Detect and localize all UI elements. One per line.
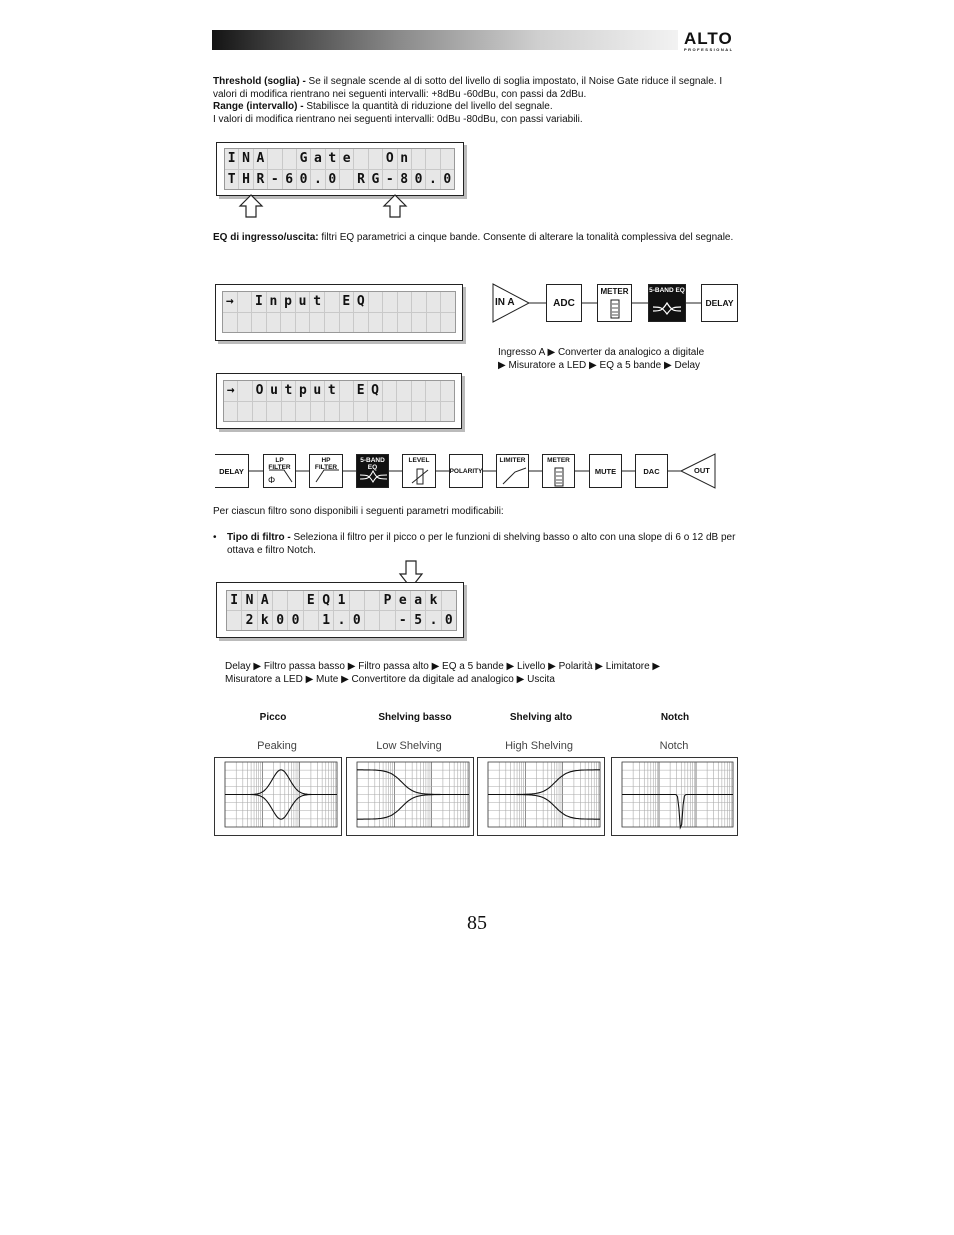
graph-subtitle-high-shelf: High Shelving — [505, 740, 573, 752]
lcd-char-cell: G — [297, 149, 310, 169]
lcd-char-cell — [288, 591, 302, 610]
lcd-char-cell: R — [254, 170, 267, 190]
lp-filter-label: LP FILTER — [268, 457, 291, 471]
range-arrow-icon — [384, 195, 406, 217]
meter-block — [597, 284, 632, 322]
hp-filter-block — [309, 454, 343, 488]
dac-label: DAC — [643, 466, 660, 476]
lcd-char-cell: u — [267, 381, 280, 401]
lcd-char-cell: P — [380, 591, 394, 610]
lcd-char-cell: 0 — [297, 170, 310, 190]
lcd-char-cell — [281, 313, 295, 333]
level-label: LEVEL — [408, 457, 430, 464]
low-shelving-response-graph — [346, 757, 474, 836]
lcd-char-cell: N — [239, 149, 252, 169]
five-band-eq-block — [648, 284, 686, 322]
filter-type-label: Tipo di filtro - — [227, 532, 291, 543]
input-chain-caption — [498, 347, 748, 372]
limiter-label: LIMITER — [499, 457, 526, 464]
lcd-char-cell — [273, 591, 287, 610]
lcd-char-cell — [296, 313, 310, 333]
lcd-char-cell: Q — [368, 381, 381, 401]
response-curve — [357, 770, 469, 795]
notch-response-graph — [611, 757, 738, 836]
eq-curve-icon — [652, 299, 682, 319]
eq-intro-text: filtri EQ parametrici a cinque bande. Consente di alterare la tonalità complessiva del segnale. — [318, 232, 734, 243]
lcd-char-cell: T — [225, 170, 238, 190]
lcd-char-cell: e — [396, 591, 410, 610]
lcd-char-cell — [296, 402, 309, 422]
threshold-paragraph — [213, 76, 743, 126]
lcd-char-cell: G — [369, 170, 382, 190]
graph-title-low-shelf: Shelving basso — [378, 712, 452, 723]
response-curve — [225, 770, 337, 795]
lcd-char-cell — [354, 149, 367, 169]
out-meter-block — [542, 454, 575, 488]
out-delay-block — [215, 454, 249, 488]
lcd-output-grid — [223, 380, 455, 422]
lcd-char-cell — [283, 149, 296, 169]
lcd-char-cell: 0 — [326, 170, 339, 190]
lcd-char-cell — [267, 313, 281, 333]
polarity-label: POLARITY — [449, 467, 483, 475]
dac-block — [635, 454, 668, 488]
lcd-char-cell: t — [282, 381, 295, 401]
lcd-char-cell: k — [426, 591, 440, 610]
lcd-char-cell — [397, 381, 410, 401]
graph-subtitle-peak: Peaking — [257, 740, 297, 752]
header-gradient-bar — [212, 30, 678, 50]
polarity-block — [449, 454, 483, 488]
lcd-char-cell — [369, 292, 383, 312]
threshold-label: Threshold (soglia) - — [213, 76, 306, 87]
phase-symbol-icon: Φ — [268, 475, 276, 485]
lcd-char-cell — [383, 292, 397, 312]
lcd-char-cell — [267, 402, 280, 422]
lcd-char-cell: n — [267, 292, 281, 312]
lcd-char-cell: 2 — [242, 611, 256, 630]
lcd-char-cell — [268, 149, 281, 169]
lcd-char-cell: 5 — [411, 611, 425, 630]
lcd-char-cell — [227, 611, 241, 630]
lcd-char-cell — [304, 611, 318, 630]
alto-logo — [684, 30, 742, 52]
page-number: 85 — [467, 912, 487, 934]
params-intro: Per ciascun filtro sono disponibili i seguenti parametri modificabili: — [213, 506, 504, 517]
lcd-char-cell — [426, 402, 439, 422]
lcd-char-cell: . — [334, 611, 348, 630]
lcd-char-cell — [340, 381, 353, 401]
lcd-char-cell: - — [268, 170, 281, 190]
lcd-char-cell: t — [310, 292, 324, 312]
lcd-char-cell — [426, 381, 439, 401]
lcd-char-cell: n — [398, 149, 411, 169]
lp-filter-block — [263, 454, 296, 488]
lcd-char-cell: p — [281, 292, 295, 312]
lcd-char-cell: t — [325, 381, 338, 401]
lcd-char-cell — [325, 402, 338, 422]
lcd-char-cell — [442, 591, 456, 610]
lcd-char-cell: . — [311, 170, 324, 190]
lcd-char-cell — [426, 149, 439, 169]
lcd-char-cell — [310, 313, 324, 333]
out-eq-curve-icon — [359, 467, 388, 487]
lcd-char-cell — [427, 292, 441, 312]
lcd-char-cell — [383, 381, 396, 401]
meter-label: METER — [600, 287, 629, 296]
out-delay-label: DELAY — [219, 466, 244, 476]
lcd-char-cell — [340, 402, 353, 422]
lcd-char-cell — [252, 313, 266, 333]
response-curve — [357, 795, 469, 820]
lcd-char-cell — [224, 402, 237, 422]
lcd-char-cell — [383, 313, 397, 333]
lcd-char-cell — [282, 402, 295, 422]
lcd-char-cell — [365, 591, 379, 610]
lcd-char-cell: 0 — [273, 611, 287, 630]
input-block-label: IN A — [495, 297, 515, 308]
lcd-char-cell — [412, 381, 425, 401]
lcd-char-cell — [238, 292, 252, 312]
lcd-char-cell — [441, 149, 454, 169]
mute-label: MUTE — [594, 466, 617, 476]
out-five-band-eq-block — [356, 454, 389, 488]
lcd-char-cell: Q — [354, 292, 368, 312]
out-label: OUT — [694, 466, 710, 475]
lcd-char-cell: A — [258, 591, 272, 610]
lcd-char-cell — [238, 402, 251, 422]
input-chain-caption-line1: Ingresso A ▶ Converter da analogico a digitale — [498, 347, 705, 358]
mute-block — [589, 454, 622, 488]
lcd-char-cell: E — [304, 591, 318, 610]
lcd-char-cell: a — [411, 591, 425, 610]
hp-filter-label: HP FILTER — [314, 457, 338, 471]
lcd-char-cell: O — [253, 381, 266, 401]
lcd-char-cell: E — [354, 381, 367, 401]
graph-subtitle-notch: Notch — [659, 740, 689, 752]
lcd-char-cell — [354, 313, 368, 333]
lcd-char-cell — [325, 313, 339, 333]
lcd-char-cell — [441, 292, 455, 312]
lcd-char-cell: 0 — [442, 611, 456, 630]
lcd-char-cell — [369, 149, 382, 169]
response-curve — [225, 795, 337, 820]
lcd-char-cell: E — [340, 292, 354, 312]
input-chain-caption-line2: ▶ Misuratore a LED ▶ EQ a 5 bande ▶ Delay — [498, 359, 701, 371]
lcd-eq1-display — [216, 582, 464, 638]
lcd-char-cell: k — [258, 611, 272, 630]
lcd-char-cell — [368, 402, 381, 422]
delay-label: DELAY — [705, 298, 734, 308]
lcd-gate-arrows — [238, 193, 468, 219]
lcd-char-cell: 0 — [288, 611, 302, 630]
out-five-band-eq-label: 5-BAND EQ — [360, 457, 385, 471]
lcd-char-cell: 1 — [334, 591, 348, 610]
lcd-char-cell — [397, 402, 410, 422]
lcd-char-cell — [383, 402, 396, 422]
lcd-char-cell: a — [311, 149, 324, 169]
lcd-char-cell: I — [252, 292, 266, 312]
hp-filter-curve-icon — [314, 466, 340, 486]
lcd-eq1-grid — [226, 590, 457, 631]
lcd-char-cell — [412, 149, 425, 169]
lcd-char-cell — [412, 292, 426, 312]
lcd-input-grid — [222, 291, 456, 333]
five-band-eq-label: 5-BAND EQ — [649, 287, 685, 294]
lcd-char-cell: R — [354, 170, 367, 190]
lcd-char-cell — [412, 313, 426, 333]
lcd-char-cell: → — [224, 381, 237, 401]
lcd-char-cell — [238, 381, 251, 401]
lcd-char-cell — [412, 402, 425, 422]
lcd-char-cell — [441, 402, 454, 422]
range-label: Range (intervallo) - — [213, 101, 304, 112]
led-meter-icon — [610, 299, 620, 319]
lcd-char-cell: 0 — [441, 170, 454, 190]
out-led-meter-icon — [554, 467, 564, 487]
threshold-text: Se il segnale scende al di sotto del livello di soglia impostato, il Noise Gate riduce il segnale. I valori di modifica rientrano nei seguenti intervalli: +8dBu -60dBu, con passi da 2dBu. — [213, 76, 723, 100]
out-meter-label: METER — [547, 457, 570, 464]
output-caption-line1: Delay ▶ Filtro passa basso ▶ Filtro passa alto ▶ EQ a 5 bande ▶ Livello ▶ Polarità ▶ Limitatore ▶ — [225, 661, 661, 672]
limiter-block — [496, 454, 529, 488]
lcd-char-cell: . — [426, 611, 440, 630]
lcd-char-cell: A — [254, 149, 267, 169]
response-curve — [488, 795, 600, 820]
lcd-gate-grid — [224, 148, 455, 190]
lcd-char-cell: u — [311, 381, 324, 401]
lcd-char-cell — [223, 313, 237, 333]
lcd-char-cell — [350, 591, 364, 610]
threshold-arrow-icon — [240, 195, 262, 217]
graph-title-peak: Picco — [259, 712, 287, 723]
level-slider-icon — [409, 466, 431, 486]
high-shelving-response-graph — [477, 757, 605, 836]
lcd-char-cell — [380, 611, 394, 630]
graph-subtitle-low-shelf: Low Shelving — [376, 740, 442, 752]
lcd-char-cell: t — [326, 149, 339, 169]
lcd-gate-display — [216, 142, 464, 196]
lcd-output-eq-display — [216, 373, 462, 429]
output-chain-diagram — [215, 453, 717, 489]
eq-intro-label: EQ di ingresso/uscita: — [213, 232, 319, 243]
lcd-char-cell: p — [296, 381, 309, 401]
lcd-input-eq-display — [215, 284, 463, 341]
lcd-char-cell — [441, 313, 455, 333]
lcd-char-cell — [398, 292, 412, 312]
lcd-char-cell: - — [383, 170, 396, 190]
lcd-char-cell: N — [242, 591, 256, 610]
lcd-char-cell — [398, 313, 412, 333]
lcd-char-cell: I — [225, 149, 238, 169]
lcd-char-cell — [253, 402, 266, 422]
input-chain-diagram — [492, 282, 742, 324]
logo-subtitle: PROFESSIONAL — [684, 47, 734, 52]
lcd-char-cell: O — [383, 149, 396, 169]
lcd-char-cell: 1 — [319, 611, 333, 630]
lcd-char-cell: 0 — [412, 170, 425, 190]
peaking-response-graph — [214, 757, 342, 836]
graph-title-high-shelf: Shelving alto — [509, 712, 573, 723]
graph-title-notch: Notch — [660, 712, 690, 723]
adc-label: ADC — [553, 297, 575, 309]
lcd-char-cell — [340, 170, 353, 190]
lcd-char-cell: 6 — [283, 170, 296, 190]
level-block — [402, 454, 436, 488]
lcd-char-cell: H — [239, 170, 252, 190]
filter-type-item — [213, 532, 743, 557]
lcd-char-cell: - — [396, 611, 410, 630]
lcd-char-cell: Q — [319, 591, 333, 610]
lcd-char-cell — [369, 313, 383, 333]
lcd-char-cell: 8 — [398, 170, 411, 190]
output-chain-caption — [225, 661, 745, 686]
lcd-char-cell: 0 — [350, 611, 364, 630]
lcd-char-cell: e — [340, 149, 353, 169]
lcd-char-cell — [311, 402, 324, 422]
lcd-char-cell — [427, 313, 441, 333]
limiter-curve-icon — [501, 466, 527, 486]
delay-block — [701, 284, 738, 322]
range-line2: I valori di modifica rientrano nei seguenti intervalli: 0dBu -80dBu, con passi variabili. — [213, 113, 583, 125]
eq-intro-paragraph — [213, 232, 743, 245]
lcd-char-cell — [441, 381, 454, 401]
response-curve — [488, 770, 600, 795]
lcd-char-cell — [238, 313, 252, 333]
bullet-icon: • — [213, 532, 217, 543]
filter-type-text: Seleziona il filtro per il picco o per le funzioni di shelving basso o alto con una slope di 6 o 12 dB per ottava e filtro Notch. — [227, 532, 736, 556]
lcd-char-cell — [325, 292, 339, 312]
lcd-char-cell: I — [227, 591, 241, 610]
output-caption-line2: Misuratore a LED ▶ Mute ▶ Convertitore da digitale ad analogico ▶ Uscita — [225, 673, 555, 685]
lcd-char-cell — [365, 611, 379, 630]
lcd-char-cell: u — [296, 292, 310, 312]
lcd-char-cell: . — [426, 170, 439, 190]
lcd-char-cell: → — [223, 292, 237, 312]
range-text: Stabilisce la quantità di riduzione del livello del segnale. — [303, 101, 553, 112]
lcd-char-cell — [354, 402, 367, 422]
adc-block — [546, 284, 582, 322]
logo-word: ALTO — [684, 29, 733, 48]
lcd-char-cell — [340, 313, 354, 333]
